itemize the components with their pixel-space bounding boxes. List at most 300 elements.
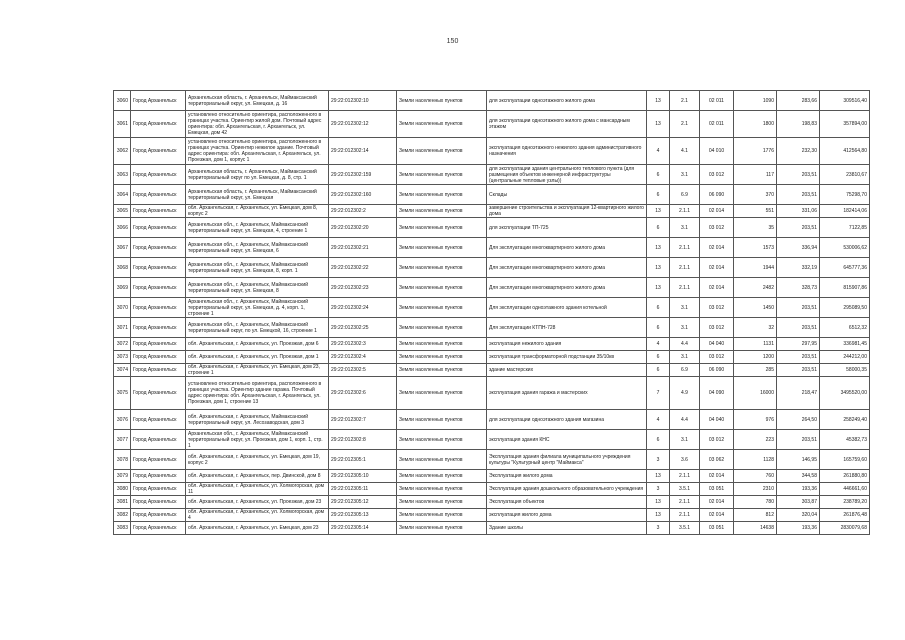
parcel-area: 32 [734, 318, 777, 338]
row-number: 3067 [114, 238, 131, 258]
row-number: 3078 [114, 450, 131, 470]
parcel-area: 760 [734, 470, 777, 483]
municipality: Город Архангельск [131, 91, 186, 111]
group-number: 13 [647, 278, 670, 298]
use-type-code: 3.1 [670, 218, 700, 238]
parcel-area: 1128 [734, 450, 777, 470]
table-row [114, 377, 870, 410]
use-code: 06 090 [700, 364, 734, 377]
cadastral-number: 29:22:012302:10 [329, 91, 397, 111]
permitted-use: эксплуатация нежилого здания [487, 338, 647, 351]
parcel-address: Архангельская обл., г. Архангельск, Маймаксанский территориальный округ, ул. Емецкая, 6 [186, 238, 329, 258]
specific-value: 203,51 [777, 185, 820, 205]
cadastral-value: 23810,67 [820, 165, 870, 185]
cadastral-value: 261880,80 [820, 470, 870, 483]
municipality: Город Архангельск [131, 165, 186, 185]
specific-value: 193,36 [777, 522, 820, 535]
use-code: 03 012 [700, 165, 734, 185]
land-category: Земли населенных пунктов [397, 111, 487, 138]
cadastral-number: 29:22:012305:14 [329, 522, 397, 535]
specific-value: 297,95 [777, 338, 820, 351]
table-row [114, 450, 870, 470]
use-type-code: 4.9 [670, 377, 700, 410]
cadastral-value: 295089,50 [820, 298, 870, 318]
specific-value: 203,51 [777, 430, 820, 450]
use-code: 03 051 [700, 483, 734, 496]
table-row [114, 430, 870, 450]
land-category: Земли населенных пунктов [397, 318, 487, 338]
permitted-use: Для эксплуатации многоквартирного жилого дома [487, 238, 647, 258]
specific-value: 218,47 [777, 377, 820, 410]
land-category: Земли населенных пунктов [397, 430, 487, 450]
use-code: 02 014 [700, 278, 734, 298]
row-number: 3066 [114, 218, 131, 238]
use-type-code: 2.1.1 [670, 205, 700, 218]
group-number: 3 [647, 483, 670, 496]
table-row [114, 470, 870, 483]
use-type-code: 2.1.1 [670, 509, 700, 522]
use-type-code: 3.1 [670, 165, 700, 185]
row-number: 3062 [114, 138, 131, 165]
permitted-use: Эксплуатация объектов [487, 496, 647, 509]
use-type-code: 4.4 [670, 410, 700, 430]
use-code: 02 014 [700, 205, 734, 218]
row-number: 3060 [114, 91, 131, 111]
parcel-area: 35 [734, 218, 777, 238]
group-number: 13 [647, 91, 670, 111]
parcel-area: 1450 [734, 298, 777, 318]
cadastral-value: 530006,62 [820, 238, 870, 258]
row-number: 3071 [114, 318, 131, 338]
municipality: Город Архангельск [131, 522, 186, 535]
row-number: 3074 [114, 364, 131, 377]
land-category: Земли населенных пунктов [397, 298, 487, 318]
cadastral-value: 258249,40 [820, 410, 870, 430]
use-code: 02 014 [700, 238, 734, 258]
table-row [114, 218, 870, 238]
cadastral-value: 3495520,00 [820, 377, 870, 410]
cadastral-number: 29:22:012302:8 [329, 430, 397, 450]
cadastral-value: 6512,32 [820, 318, 870, 338]
cadastral-value: 244212,00 [820, 351, 870, 364]
table-row [114, 509, 870, 522]
land-category: Земли населенных пунктов [397, 138, 487, 165]
use-type-code: 4.4 [670, 338, 700, 351]
municipality: Город Архангельск [131, 205, 186, 218]
specific-value: 146,95 [777, 450, 820, 470]
cadastral-value: 2830079,68 [820, 522, 870, 535]
use-code: 02 014 [700, 496, 734, 509]
cadastral-value: 309516,40 [820, 91, 870, 111]
row-number: 3061 [114, 111, 131, 138]
permitted-use: эксплуатация здания КНС [487, 430, 647, 450]
cadastral-value-table [113, 90, 870, 535]
table-row [114, 138, 870, 165]
specific-value: 203,51 [777, 298, 820, 318]
municipality: Город Архангельск [131, 258, 186, 278]
use-type-code: 3.6 [670, 450, 700, 470]
permitted-use: для эксплуатации здания центрального теплового пункта (для размещения объектов инженерной инфраструктуры (центральные тепловые узлы)) [487, 165, 647, 185]
group-number: 13 [647, 111, 670, 138]
use-type-code: 3.1 [670, 318, 700, 338]
parcel-area: 1944 [734, 258, 777, 278]
municipality: Город Архангельск [131, 278, 186, 298]
row-number: 3069 [114, 278, 131, 298]
parcel-area: 1090 [734, 91, 777, 111]
cadastral-number: 29:22:012302:22 [329, 258, 397, 278]
cadastral-number: 29:22:012302:3 [329, 338, 397, 351]
use-code: 04 010 [700, 138, 734, 165]
municipality: Город Архангельск [131, 138, 186, 165]
land-category: Земли населенных пунктов [397, 185, 487, 205]
table-row [114, 351, 870, 364]
table-row [114, 318, 870, 338]
parcel-area: 223 [734, 430, 777, 450]
land-category: Земли населенных пунктов [397, 165, 487, 185]
parcel-area: 1131 [734, 338, 777, 351]
municipality: Город Архангельск [131, 111, 186, 138]
municipality: Город Архангельск [131, 185, 186, 205]
table-row [114, 298, 870, 318]
permitted-use: Для эксплуатации многоквартирного жилого дома [487, 278, 647, 298]
land-category: Земли населенных пунктов [397, 338, 487, 351]
permitted-use: Здание школы [487, 522, 647, 535]
permitted-use: для эксплуатации одноэтажного здания магазина [487, 410, 647, 430]
land-category: Земли населенных пунктов [397, 278, 487, 298]
parcel-address: обл. Архангельская, г. Архангельск, Маймаксанский территориальный округ, ул. Лесозаводская, дом 3 [186, 410, 329, 430]
cadastral-value: 182414,06 [820, 205, 870, 218]
parcel-area: 285 [734, 364, 777, 377]
parcel-area: 1776 [734, 138, 777, 165]
specific-value: 344,58 [777, 470, 820, 483]
specific-value: 203,51 [777, 218, 820, 238]
use-type-code: 2.1 [670, 111, 700, 138]
land-category: Земли населенных пунктов [397, 450, 487, 470]
use-code: 03 051 [700, 522, 734, 535]
land-category: Земли населенных пунктов [397, 351, 487, 364]
parcel-area: 117 [734, 165, 777, 185]
row-number: 3073 [114, 351, 131, 364]
use-code: 02 014 [700, 258, 734, 278]
municipality: Город Архангельск [131, 410, 186, 430]
municipality: Город Архангельск [131, 338, 186, 351]
specific-value: 203,51 [777, 351, 820, 364]
row-number: 3077 [114, 430, 131, 450]
municipality: Город Архангельск [131, 351, 186, 364]
use-code: 04 040 [700, 338, 734, 351]
cadastral-number: 29:22:012305:1 [329, 450, 397, 470]
specific-value: 232,30 [777, 138, 820, 165]
row-number: 3075 [114, 377, 131, 410]
cadastral-value: 645777,36 [820, 258, 870, 278]
specific-value: 203,51 [777, 364, 820, 377]
table-row [114, 258, 870, 278]
use-code: 04 090 [700, 377, 734, 410]
municipality: Город Архангельск [131, 318, 186, 338]
group-number: 6 [647, 298, 670, 318]
cadastral-value: 336981,45 [820, 338, 870, 351]
cadastral-value: 7122,85 [820, 218, 870, 238]
parcel-address: обл. Архангельская, г. Архангельск, ул. Емецкая, дом 23 [186, 522, 329, 535]
group-number: 3 [647, 522, 670, 535]
permitted-use: Для эксплуатации многоквартирного жилого дома [487, 258, 647, 278]
cadastral-number: 29:22:012302:7 [329, 410, 397, 430]
cadastral-value: 58000,35 [820, 364, 870, 377]
table-row [114, 165, 870, 185]
row-number: 3079 [114, 470, 131, 483]
land-category: Земли населенных пунктов [397, 483, 487, 496]
parcel-area: 2482 [734, 278, 777, 298]
group-number: 6 [647, 318, 670, 338]
parcel-address: Архангельская обл., г. Архангельск, Маймаксанский территориальный округ, ул. Емецкая, 8, корп. 1 [186, 258, 329, 278]
parcel-address: Архангельская обл., г. Архангельск, Маймаксанский территориальный округ, ул. Емецкая, 8 [186, 278, 329, 298]
permitted-use: для эксплуатации одноэтажного жилого дома с мансардным этажом [487, 111, 647, 138]
parcel-address: обл. Архангельская, г. Архангельск, пер. Двинской, дом 8 [186, 470, 329, 483]
group-number: 13 [647, 258, 670, 278]
cadastral-value: 412564,80 [820, 138, 870, 165]
use-code: 06 090 [700, 185, 734, 205]
row-number: 3064 [114, 185, 131, 205]
specific-value: 328,73 [777, 278, 820, 298]
parcel-address: установлено относительно ориентира, расположенного в границах участка. Ориентир жилой дом. Почтовый адрес ориентира: обл. Архангельская, г. Архангельск, ул. Емецкая, дом 42 [186, 111, 329, 138]
table-row [114, 496, 870, 509]
permitted-use: эксплуатация одноэтажного нежилого здания административного назначения [487, 138, 647, 165]
land-category: Земли населенных пунктов [397, 205, 487, 218]
group-number: 13 [647, 470, 670, 483]
use-type-code: 2.1.1 [670, 278, 700, 298]
municipality: Город Архангельск [131, 364, 186, 377]
table-row [114, 111, 870, 138]
row-number: 3076 [114, 410, 131, 430]
specific-value: 203,51 [777, 165, 820, 185]
cadastral-number: 29:22:012305:13 [329, 509, 397, 522]
parcel-area: 14638 [734, 522, 777, 535]
use-code: 02 014 [700, 509, 734, 522]
use-type-code: 3.5.1 [670, 522, 700, 535]
parcel-area: 370 [734, 185, 777, 205]
cadastral-value: 357894,00 [820, 111, 870, 138]
parcel-address: установлено относительно ориентира, расположенного в границах участка. Ориентир нежилое здание. Почтовый адрес ориентира: обл. Архангельская, г. Архангельск, ул. Проезжая, дом 1, корпус 1 [186, 138, 329, 165]
row-number: 3065 [114, 205, 131, 218]
specific-value: 264,50 [777, 410, 820, 430]
table-row [114, 185, 870, 205]
group-number: 6 [647, 165, 670, 185]
parcel-address: обл. Архангельская, г. Архангельск, ул. Проезжая, дом 1 [186, 351, 329, 364]
municipality: Город Архангельск [131, 496, 186, 509]
permitted-use: Склады [487, 185, 647, 205]
use-code: 04 040 [700, 410, 734, 430]
use-type-code: 6.9 [670, 364, 700, 377]
parcel-address: Архангельская обл., г. Архангельск, Маймаксанский территориальный округ, ул. Емецкая, д. 4, корп. 1, строение 1 [186, 298, 329, 318]
specific-value: 332,19 [777, 258, 820, 278]
parcel-address: Архангельская обл., г. Архангельск, Маймаксанский территориальный округ, ул. Проезжая, дом 1, корп. 1, стр. 1 [186, 430, 329, 450]
use-type-code: 2.1.1 [670, 470, 700, 483]
use-code: 02 014 [700, 470, 734, 483]
use-type-code: 2.1 [670, 91, 700, 111]
specific-value: 203,51 [777, 318, 820, 338]
use-type-code: 3.1 [670, 351, 700, 364]
permitted-use: здание мастерских [487, 364, 647, 377]
municipality: Город Архангельск [131, 218, 186, 238]
parcel-address: Архангельская область, г. Архангельск, Маймаксанский территориальный округ, ул. Емецкая [186, 185, 329, 205]
table-row [114, 91, 870, 111]
use-type-code: 3.1 [670, 430, 700, 450]
group-number: 13 [647, 509, 670, 522]
table-row [114, 483, 870, 496]
use-code: 03 012 [700, 430, 734, 450]
land-category: Земли населенных пунктов [397, 496, 487, 509]
use-type-code: 2.1.1 [670, 258, 700, 278]
parcel-address: обл. Архангельская, г. Архангельск, ул. Емецкая, дом 19, корпус 2 [186, 450, 329, 470]
land-category: Земли населенных пунктов [397, 258, 487, 278]
cadastral-number: 29:22:012302:6 [329, 377, 397, 410]
land-category: Земли населенных пунктов [397, 218, 487, 238]
permitted-use: эксплуатация жилого дома [487, 509, 647, 522]
cadastral-number: 29:22:012302:20 [329, 218, 397, 238]
group-number: 6 [647, 218, 670, 238]
parcel-area: 2310 [734, 483, 777, 496]
permitted-use: эксплуатация здания гаража и мастерских [487, 377, 647, 410]
land-category: Земли населенных пунктов [397, 364, 487, 377]
row-number: 3083 [114, 522, 131, 535]
cadastral-value: 45382,73 [820, 430, 870, 450]
table-row [114, 238, 870, 258]
permitted-use: Для эксплуатации одноэтажного здания котельной [487, 298, 647, 318]
cadastral-number: 29:22:012302:160 [329, 185, 397, 205]
land-category: Земли населенных пунктов [397, 91, 487, 111]
cadastral-number: 29:22:012302:5 [329, 364, 397, 377]
parcel-address: обл. Архангельская, г. Архангельск, ул. Проезжая, дом 6 [186, 338, 329, 351]
municipality: Город Архангельск [131, 470, 186, 483]
parcel-address: обл. Архангельская, г. Архангельск, ул. Холмогорская, дом 11 [186, 483, 329, 496]
land-category: Земли населенных пунктов [397, 522, 487, 535]
cadastral-value: 261876,48 [820, 509, 870, 522]
parcel-address: обл. Архангельская, г. Архангельск, ул. Проезжая, дом 23 [186, 496, 329, 509]
municipality: Город Архангельск [131, 430, 186, 450]
table-row [114, 364, 870, 377]
cadastral-number: 29:22:012302:2 [329, 205, 397, 218]
cadastral-value: 815907,86 [820, 278, 870, 298]
table-row [114, 338, 870, 351]
row-number: 3081 [114, 496, 131, 509]
cadastral-number: 29:22:012302:21 [329, 238, 397, 258]
land-category: Земли населенных пунктов [397, 509, 487, 522]
permitted-use: эксплуатация трансформаторной подстанции 35/10кв [487, 351, 647, 364]
group-number: 13 [647, 205, 670, 218]
group-number: 7 [647, 377, 670, 410]
permitted-use: для эксплуатации одноэтажного жилого дома [487, 91, 647, 111]
cadastral-number: 29:22:012302:24 [329, 298, 397, 318]
use-type-code: 2.1.1 [670, 496, 700, 509]
cadastral-number: 29:22:012302:23 [329, 278, 397, 298]
page-number: 150 [446, 38, 459, 45]
use-code: 03 062 [700, 450, 734, 470]
group-number: 6 [647, 351, 670, 364]
cadastral-number: 29:22:012302:25 [329, 318, 397, 338]
row-number: 3072 [114, 338, 131, 351]
group-number: 3 [647, 450, 670, 470]
group-number: 13 [647, 496, 670, 509]
municipality: Город Архангельск [131, 298, 186, 318]
permitted-use: Эксплуатация жилого дома [487, 470, 647, 483]
row-number: 3080 [114, 483, 131, 496]
cadastral-value: 238789,20 [820, 496, 870, 509]
parcel-area: 1200 [734, 351, 777, 364]
use-code: 03 012 [700, 318, 734, 338]
municipality: Город Архангельск [131, 238, 186, 258]
cadastral-value: 446661,60 [820, 483, 870, 496]
cadastral-value: 75298,70 [820, 185, 870, 205]
parcel-area: 1573 [734, 238, 777, 258]
parcel-address: установлено относительно ориентира, расположенного в границах участка. Ориентир здание гаража. Почтовый адрес ориентира: обл. Архангельская, г. Архангельск, ул. Проезжая, дом 1, строение 13 [186, 377, 329, 410]
cadastral-number: 29:22:012305:11 [329, 483, 397, 496]
table-row [114, 410, 870, 430]
parcel-address: Архангельская обл., г. Архангельск, Маймаксанский территориальный округ, ул. Емецкая, 4, строение 1 [186, 218, 329, 238]
parcel-area: 551 [734, 205, 777, 218]
specific-value: 336,94 [777, 238, 820, 258]
cadastral-number: 29:22:012305:12 [329, 496, 397, 509]
municipality: Город Архангельск [131, 509, 186, 522]
use-type-code: 2.1.1 [670, 238, 700, 258]
parcel-address: Архангельская область, г. Архангельск, Маймаксанский территориальный округ по ул. Емецкая, д. 8, стр. 1 [186, 165, 329, 185]
parcel-address: Архангельская обл., г. Архангельск, Маймаксанский территориальный округ, по ул. Емецкой, 16, строение 1 [186, 318, 329, 338]
specific-value: 198,83 [777, 111, 820, 138]
land-category: Земли населенных пунктов [397, 377, 487, 410]
group-number: 4 [647, 138, 670, 165]
parcel-address: обл. Архангельская, г. Архангельск, ул. Емецкая, дом 8, корпус 2 [186, 205, 329, 218]
group-number: 13 [647, 238, 670, 258]
use-type-code: 6.9 [670, 185, 700, 205]
permitted-use: Эксплуатация здания филиала муниципального учреждения культуры "Культурный центр "Маймакса" [487, 450, 647, 470]
parcel-area: 812 [734, 509, 777, 522]
use-type-code: 4.1 [670, 138, 700, 165]
specific-value: 303,87 [777, 496, 820, 509]
cadastral-value: 165759,60 [820, 450, 870, 470]
parcel-address: обл. Архангельская, г. Архангельск, ул. Емецкая, дом 23, строение 1 [186, 364, 329, 377]
land-category: Земли населенных пунктов [397, 470, 487, 483]
specific-value: 193,36 [777, 483, 820, 496]
permitted-use: Для эксплуатации КТПН-728 [487, 318, 647, 338]
specific-value: 320,04 [777, 509, 820, 522]
use-code: 03 012 [700, 351, 734, 364]
municipality: Город Архангельск [131, 377, 186, 410]
permitted-use: завершение строительства и эксплуатация 12-квартирного жилого дома [487, 205, 647, 218]
municipality: Город Архангельск [131, 483, 186, 496]
row-number: 3070 [114, 298, 131, 318]
use-type-code: 3.5.1 [670, 483, 700, 496]
cadastral-number: 29:22:012302:14 [329, 138, 397, 165]
use-code: 03 012 [700, 298, 734, 318]
cadastral-number: 29:22:012302:12 [329, 111, 397, 138]
use-code: 03 012 [700, 218, 734, 238]
cadastral-number: 29:22:012302:159 [329, 165, 397, 185]
parcel-address: Архангельская область, г. Архангельск, Маймаксанский территориальный округ, ул. Емецкая, д. 16 [186, 91, 329, 111]
parcel-area: 16000 [734, 377, 777, 410]
group-number: 4 [647, 410, 670, 430]
specific-value: 331,06 [777, 205, 820, 218]
use-code: 02 011 [700, 111, 734, 138]
use-code: 02 011 [700, 91, 734, 111]
use-type-code: 3.1 [670, 298, 700, 318]
permitted-use: Эксплуатация здания дошкольного образовательного учреждения [487, 483, 647, 496]
group-number: 4 [647, 338, 670, 351]
table-row [114, 278, 870, 298]
cadastral-number: 29:22:012305:10 [329, 470, 397, 483]
row-number: 3068 [114, 258, 131, 278]
row-number: 3063 [114, 165, 131, 185]
cadastral-number: 29:22:012302:4 [329, 351, 397, 364]
parcel-area: 1800 [734, 111, 777, 138]
